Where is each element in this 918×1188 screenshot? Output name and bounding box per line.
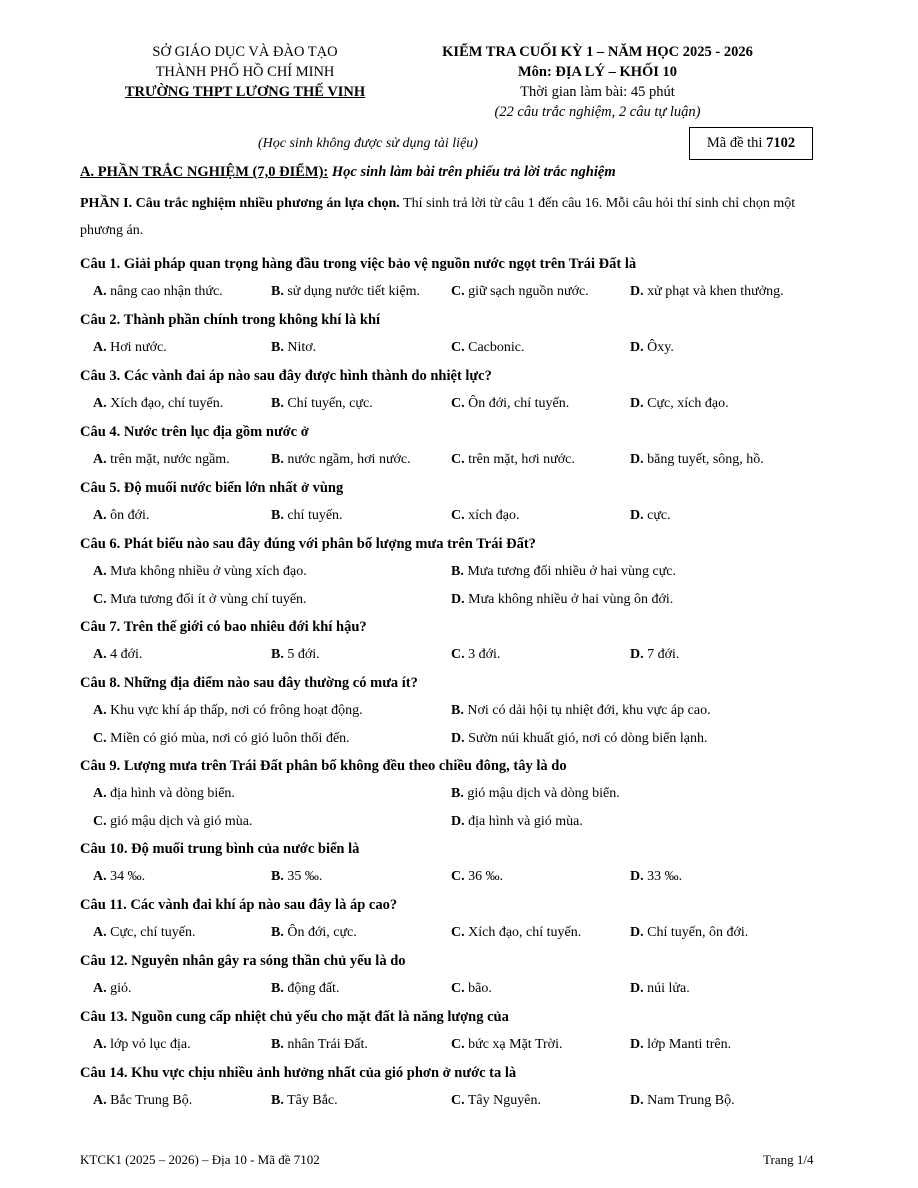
option-text: Chí tuyến, cực. (287, 396, 373, 411)
city: THÀNH PHỐ HỒ CHÍ MINH (155, 64, 335, 80)
option-text: Nitơ. (287, 340, 317, 355)
header-right (415, 42, 780, 122)
question-13-option-c (451, 1037, 562, 1053)
question-14: Câu 14. Khu vực chịu nhiều ảnh hưởng nhất của gió phơn ở nước ta là (80, 1065, 517, 1081)
question-12-option-d (630, 981, 690, 997)
question-8-option-d (451, 731, 708, 747)
option-text: địa hình và gió mùa. (468, 814, 583, 829)
option-letter: A. (93, 925, 107, 940)
note: (Học sinh không được sử dụng tài liệu) (258, 136, 478, 151)
option-text: giữ sạch nguồn nước. (468, 284, 589, 299)
question-2-option-b (271, 340, 316, 356)
option-text: 33 ‰. (647, 869, 683, 884)
question-6-option-c (93, 592, 307, 608)
option-text: 5 đới. (287, 647, 320, 662)
option-letter: D. (630, 284, 644, 299)
option-letter: B. (271, 340, 284, 355)
option-letter: A. (93, 1093, 107, 1108)
option-text: lớp vỏ lục địa. (110, 1037, 191, 1052)
option-text: gió. (110, 981, 132, 996)
question-13: Câu 13. Nguồn cung cấp nhiệt chủ yếu cho mặt đất là năng lượng của (80, 1009, 509, 1025)
option-letter: B. (271, 1037, 284, 1052)
section-a-instruction: Học sinh làm bài trên phiếu trả lời trắc nghiệm (331, 164, 616, 180)
option-text: 36 ‰. (468, 869, 504, 884)
question-1-option-b (271, 284, 420, 300)
option-text: Cực, xích đạo. (647, 396, 729, 411)
option-letter: B. (271, 284, 284, 299)
question-11-option-c (451, 925, 581, 941)
option-text: nhân Trái Đất. (287, 1037, 368, 1052)
option-letter: B. (451, 564, 464, 579)
exam-code: 7102 (766, 135, 796, 151)
option-text: Mưa không nhiều ở vùng xích đạo. (110, 564, 307, 579)
question-9-option-b (451, 786, 620, 802)
question-8-option-a (93, 703, 363, 719)
question-14-option-c (451, 1093, 541, 1109)
option-letter: B. (451, 703, 464, 718)
option-text: Hơi nước. (110, 340, 167, 355)
exam-code-label: Mã đề thi (706, 135, 763, 151)
option-letter: D. (630, 869, 644, 884)
question-14-option-d (630, 1093, 735, 1109)
option-letter: A. (93, 786, 107, 801)
question-1-option-a (93, 284, 223, 300)
question-10-option-a (93, 869, 145, 885)
question-4-option-a (93, 452, 230, 468)
footer-left: KTCK1 (2025 – 2026) – Địa 10 - Mã đề 7102 (80, 1152, 320, 1167)
option-letter: A. (93, 647, 107, 662)
question-3-option-c (451, 396, 569, 412)
question-5-option-a (93, 508, 149, 524)
option-letter: D. (630, 396, 644, 411)
exam-code-box (689, 127, 813, 160)
option-letter: D. (630, 508, 644, 523)
option-text: bão. (468, 981, 492, 996)
question-11-option-b (271, 925, 357, 941)
section-a-heading (80, 164, 616, 181)
question-10-option-d (630, 869, 682, 885)
question-5: Câu 5. Độ muối nước biển lớn nhất ở vùng (80, 480, 344, 496)
page-number: Trang 1/4 (763, 1152, 814, 1167)
option-letter: C. (451, 1037, 465, 1052)
option-text: núi lửa. (647, 981, 690, 996)
question-11: Câu 11. Các vành đai khí áp nào sau đây là áp cao? (80, 897, 398, 913)
option-text: xích đạo. (468, 508, 520, 523)
option-letter: C. (451, 647, 465, 662)
question-13-option-a (93, 1037, 191, 1053)
option-text: Mưa tương đối nhiều ở hai vùng cực. (467, 564, 676, 579)
question-2-option-d (630, 340, 674, 356)
question-2-option-c (451, 340, 525, 356)
option-text: 34 ‰. (110, 869, 146, 884)
option-text: Cực, chí tuyến. (110, 925, 196, 940)
option-letter: C. (451, 284, 465, 299)
question-6-option-a (93, 564, 307, 580)
option-letter: C. (451, 1093, 465, 1108)
option-letter: D. (630, 1037, 644, 1052)
option-letter: B. (271, 1093, 284, 1108)
question-10-option-b (271, 869, 322, 885)
option-text: gió mậu dịch và dòng biển. (467, 786, 620, 801)
option-letter: B. (271, 508, 284, 523)
option-letter: D. (451, 592, 465, 607)
question-7-option-d (630, 647, 679, 663)
question-4-option-c (451, 452, 575, 468)
option-text: 4 đới. (110, 647, 143, 662)
option-text: Ôxy. (647, 340, 674, 355)
option-text: Mưa tương đối ít ở vùng chí tuyến. (110, 592, 307, 607)
option-text: Tây Nguyên. (467, 1093, 541, 1108)
option-text: sử dụng nước tiết kiệm. (287, 284, 420, 299)
question-6-option-d (451, 592, 673, 608)
question-3: Câu 3. Các vành đai áp nào sau đây được hình thành do nhiệt lực? (80, 368, 492, 384)
option-text: Tây Bắc. (287, 1093, 338, 1108)
option-letter: A. (93, 340, 107, 355)
question-4-option-b (271, 452, 411, 468)
option-letter: B. (271, 925, 284, 940)
option-letter: A. (93, 564, 107, 579)
question-3-option-b (271, 396, 373, 412)
question-14-option-a (93, 1093, 192, 1109)
question-5-option-c (451, 508, 519, 524)
question-2: Câu 2. Thành phần chính trong không khí là khí (80, 312, 381, 328)
question-4-option-d (630, 452, 764, 468)
option-text: băng tuyết, sông, hồ. (647, 452, 764, 467)
question-1: Câu 1. Giải pháp quan trọng hàng đầu trong việc bảo vệ nguồn nước ngọt trên Trái Đất là (80, 256, 637, 272)
option-text: Bắc Trung Bộ. (110, 1093, 193, 1108)
option-text: Cacbonic. (468, 340, 525, 355)
option-text: trên mặt, nước ngầm. (110, 452, 230, 467)
option-letter: C. (451, 452, 465, 467)
question-7: Câu 7. Trên thế giới có bao nhiêu đới khí hậu? (80, 619, 367, 635)
option-letter: C. (93, 592, 107, 607)
option-text: Xích đạo, chí tuyến. (468, 925, 582, 940)
option-text: chí tuyến. (287, 508, 343, 523)
option-letter: D. (630, 647, 644, 662)
option-text: ôn đới. (110, 508, 150, 523)
option-letter: A. (93, 869, 107, 884)
option-text: Mưa không nhiều ở hai vùng ôn đới. (468, 592, 674, 607)
option-letter: A. (93, 284, 107, 299)
option-letter: B. (271, 396, 284, 411)
department: SỞ GIÁO DỤC VÀ ĐÀO TẠO (152, 44, 338, 60)
question-10: Câu 10. Độ muối trung bình của nước biển là (80, 841, 360, 857)
question-12-option-b (271, 981, 339, 997)
section-a-title: A. PHẦN TRẮC NGHIỆM (7,0 ĐIỂM): (80, 164, 329, 180)
option-letter: D. (630, 981, 644, 996)
option-letter: D. (630, 340, 644, 355)
option-letter: D. (630, 452, 644, 467)
question-9-option-a (93, 786, 235, 802)
school-name: TRƯỜNG THPT LƯƠNG THẾ VINH (124, 84, 366, 100)
question-1-option-d (630, 284, 784, 300)
question-11-option-d (630, 925, 748, 941)
option-text: Khu vực khí áp thấp, nơi có frông hoạt động. (110, 703, 363, 718)
question-7-option-b (271, 647, 320, 663)
question-12: Câu 12. Nguyên nhân gây ra sóng thần chủ yếu là do (80, 953, 406, 969)
option-letter: A. (93, 1037, 107, 1052)
option-text: Chí tuyến, ôn đới. (647, 925, 749, 940)
question-5-option-b (271, 508, 343, 524)
option-letter: A. (93, 396, 107, 411)
part1-title: PHẦN I. Câu trắc nghiệm nhiều phương án lựa chọn. (80, 196, 400, 211)
option-letter: D. (630, 925, 644, 940)
option-text: động đất. (287, 981, 340, 996)
question-3-option-a (93, 396, 223, 412)
question-8: Câu 8. Những địa điểm nào sau đây thường có mưa ít? (80, 675, 418, 691)
option-text: 3 đới. (468, 647, 501, 662)
question-12-option-a (93, 981, 132, 997)
question-7-option-a (93, 647, 142, 663)
part1-intro (80, 190, 840, 244)
option-letter: C. (451, 340, 465, 355)
option-text: Nam Trung Bộ. (647, 1093, 735, 1108)
option-letter: C. (451, 396, 465, 411)
question-6: Câu 6. Phát biểu nào sau đây đúng với phân bố lượng mưa trên Trái Đất? (80, 536, 536, 552)
option-text: cực. (647, 508, 671, 523)
question-9-option-d (451, 814, 583, 830)
option-letter: B. (271, 869, 284, 884)
option-letter: C. (451, 925, 465, 940)
question-13-option-b (271, 1037, 368, 1053)
option-text: nước ngầm, hơi nước. (287, 452, 411, 467)
option-letter: C. (451, 869, 465, 884)
option-letter: A. (93, 703, 107, 718)
option-text: Xích đạo, chí tuyến. (110, 396, 224, 411)
option-letter: A. (93, 981, 107, 996)
option-letter: D. (451, 814, 465, 829)
option-text: 35 ‰. (287, 869, 323, 884)
option-letter: C. (451, 508, 465, 523)
option-letter: D. (630, 1093, 644, 1108)
option-text: Nơi có dải hội tụ nhiệt đới, khu vực áp cao. (467, 703, 711, 718)
option-text: Ôn đới, chí tuyến. (468, 396, 570, 411)
question-4: Câu 4. Nước trên lục địa gồm nước ở (80, 424, 309, 440)
question-11-option-a (93, 925, 195, 941)
option-text: 7 đới. (647, 647, 680, 662)
question-12-option-c (451, 981, 492, 997)
option-letter: A. (93, 508, 107, 523)
option-text: xử phạt và khen thưởng. (647, 284, 784, 299)
question-10-option-c (451, 869, 503, 885)
question-8-option-c (93, 731, 350, 747)
option-letter: C. (93, 731, 107, 746)
option-letter: B. (271, 647, 284, 662)
option-letter: D. (451, 731, 465, 746)
option-text: nâng cao nhận thức. (110, 284, 223, 299)
option-text: địa hình và dòng biển. (110, 786, 235, 801)
option-letter: B. (271, 452, 284, 467)
option-text: Miền có gió mùa, nơi có gió luôn thổi đến. (110, 731, 350, 746)
option-text: trên mặt, hơi nước. (468, 452, 575, 467)
exam-title: KIỂM TRA CUỐI KỲ 1 – NĂM HỌC 2025 - 2026 (442, 44, 753, 60)
subject: Môn: ĐỊA LÝ – KHỐI 10 (517, 64, 678, 80)
question-9: Câu 9. Lượng mưa trên Trái Đất phân bố không đều theo chiều đông, tây là do (80, 758, 567, 774)
question-13-option-d (630, 1037, 731, 1053)
question-2-option-a (93, 340, 167, 356)
option-text: Sườn núi khuất gió, nơi có dòng biển lạnh. (468, 731, 708, 746)
question-counts: (22 câu trắc nghiệm, 2 câu tự luận) (494, 104, 701, 120)
question-8-option-b (451, 703, 711, 719)
question-9-option-c (93, 814, 252, 830)
question-1-option-c (451, 284, 589, 300)
option-text: Ôn đới, cực. (287, 925, 357, 940)
option-letter: C. (451, 981, 465, 996)
part1-text: Thí sinh trả lời từ câu 1 đến câu 16. Mỗi câu hỏi thí sinh chỉ chọn một phương án. (80, 196, 796, 238)
option-letter: B. (451, 786, 464, 801)
question-3-option-d (630, 396, 729, 412)
question-5-option-d (630, 508, 671, 524)
option-letter: A. (93, 452, 107, 467)
header-left (95, 42, 395, 102)
option-text: gió mậu dịch và gió mùa. (110, 814, 253, 829)
question-14-option-b (271, 1093, 338, 1109)
time-limit: Thời gian làm bài: 45 phút (520, 84, 675, 100)
option-letter: C. (93, 814, 107, 829)
option-letter: B. (271, 981, 284, 996)
option-text: lớp Manti trên. (647, 1037, 732, 1052)
question-7-option-c (451, 647, 500, 663)
question-6-option-b (451, 564, 676, 580)
option-text: bức xạ Mặt Trời. (468, 1037, 563, 1052)
